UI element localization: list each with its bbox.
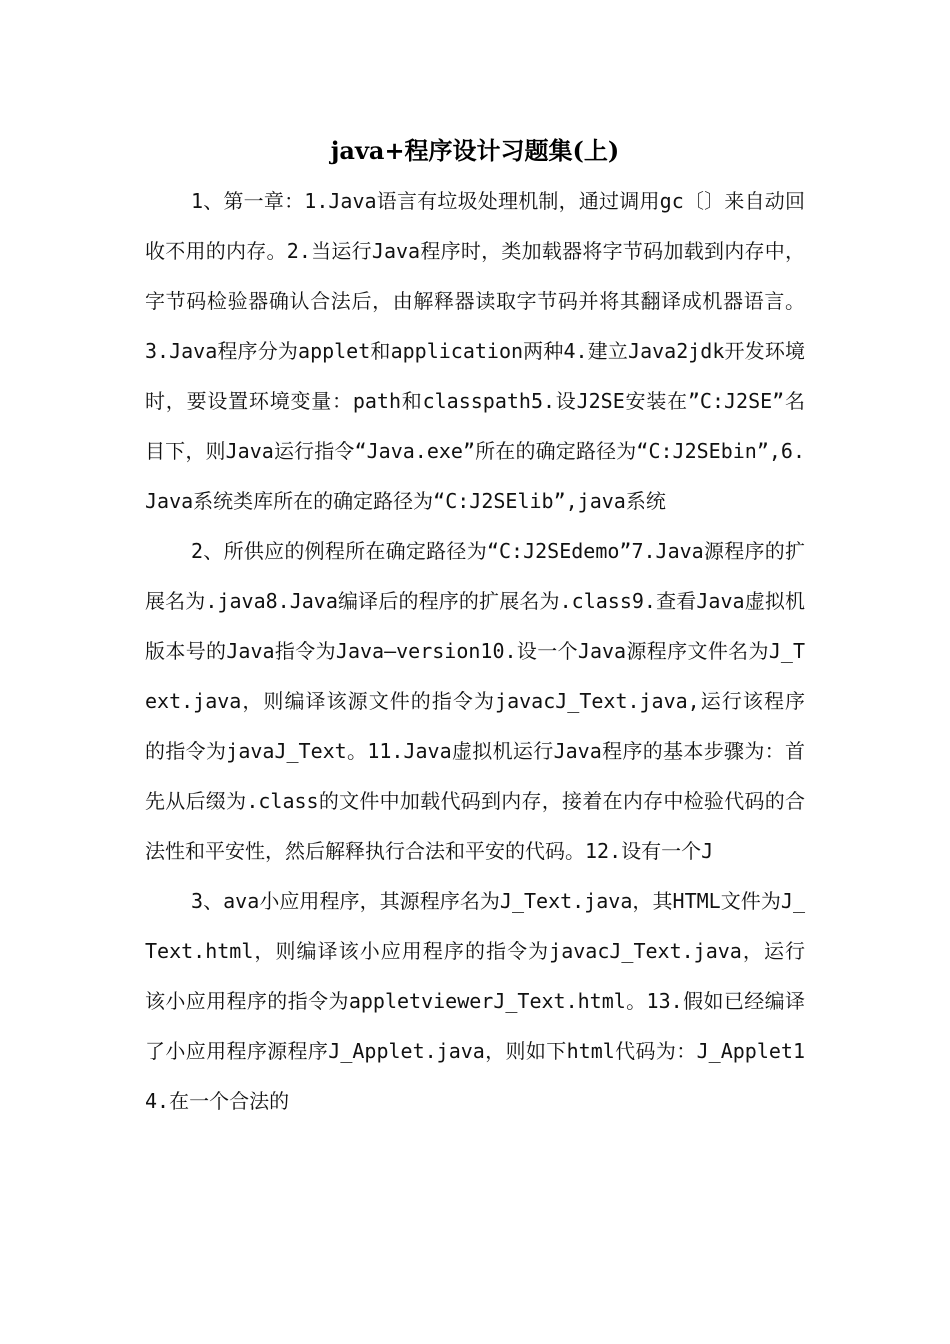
paragraph-2: 2、所供应的例程所在确定路径为“C:J2SEdemo”7.Java源程序的扩展名为.java8.Java编译后的程序的扩展名为.class9.查看Java虚拟机版本号的Java指令为Java–version10.设一个Java源程序文件名为J_Text.java，则编译该源文件的指令为javacJ_Text.java,运行该程序的指令为javaJ_Text。11.Java虚拟机运行Java程序的基本步骤为：首先从后缀为.class的文件中加载代码到内存，接着在内存中检验代码的合法性和平安性，然后解释执行合法和平安的代码。12.设有一个J (145, 539, 805, 863)
paragraph-1: 1、第一章：1.Java语言有垃圾处理机制，通过调用gc〔〕来自动回收不用的内存。2.当运行Java程序时，类加载器将字节码加载到内存中，字节码检验器确认合法后，由解释器读取字节码并将其翻译成机器语言。3.Java程序分为applet和application两种4.建立Java2jdk开发环境时，要设置环境变量：path和classpath5.设J2SE安装在”C:J2SE”名目下，则Java运行指令“Java.exe”所在的确定路径为“C:J2SEbin”,6.Java系统类库所在的确定路径为“C:J2SElib”,java系统 (145, 189, 805, 513)
document-body (145, 176, 805, 1126)
paragraph-3: 3、ava小应用程序，其源程序名为J_Text.java，其HTML文件为J_Text.html，则编译该小应用程序的指令为javacJ_Text.java，运行该小应用程序的指令为appletviewerJ_Text.html。13.假如已经编译了小应用程序源程序J_Applet.java，则如下html代码为：J_Applet14.在一个合法的 (145, 889, 805, 1113)
document-title: java+程序设计习题集(上) (330, 136, 620, 165)
